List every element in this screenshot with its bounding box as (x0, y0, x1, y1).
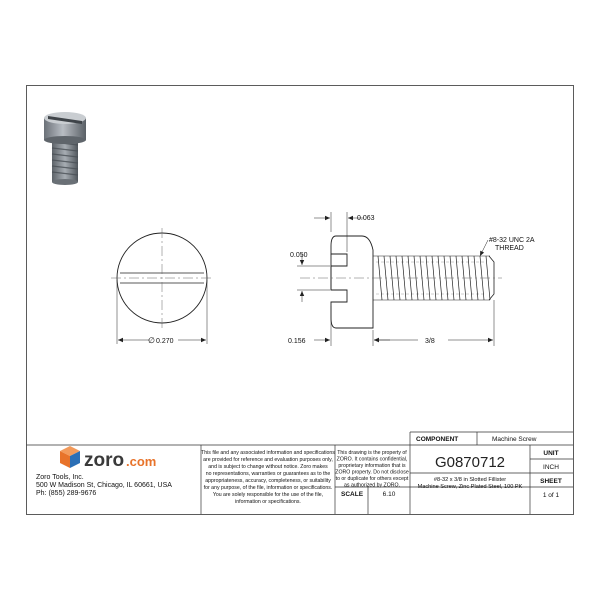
svg-text:ZORO property. Do not disclose: ZORO property. Do not disclose (335, 469, 409, 476)
svg-text:appropriateness, accuracy, com: appropriateness, accuracy, completeness, or suitability (205, 478, 331, 484)
company-address: 500 W Madison St, Chicago, IL 60661, USA (36, 482, 172, 489)
description-line1: #8-32 x 3/8 in Slotted Fillister (433, 477, 507, 483)
unit-value: INCH (543, 464, 559, 471)
slot-depth-dimension: 0.050 (290, 252, 308, 259)
part-number: G0870712 (434, 454, 506, 471)
svg-text:ZORO. It contains confidential: ZORO. It contains confidential, (336, 456, 408, 463)
svg-text:as authorized by ZORO.: as authorized by ZORO. (344, 482, 400, 489)
svg-text:You are solely responsible for: You are solely responsible for the use of the file, (212, 492, 324, 498)
component-label: COMPONENT (416, 436, 459, 443)
sheet-label: SHEET (540, 478, 562, 485)
component-value: Machine Screw (492, 436, 537, 443)
length-dimension: 3/8 (425, 338, 435, 345)
svg-text:no representations, warranties: no representations, warranties or guarantees as to the (205, 471, 331, 477)
svg-text:This drawing is the property o: This drawing is the property of (337, 450, 407, 456)
side-view (288, 212, 535, 346)
svg-text:to or duplicate for others exc: to or duplicate for others except (335, 476, 409, 482)
sheet-value: 1 of 1 (542, 492, 560, 499)
thread-callout-line1: #8-32 UNC 2A (489, 237, 535, 244)
company-phone: Ph: (855) 289-9676 (36, 490, 97, 497)
svg-text:and is subject to change witho: and is subject to change without notice. Zoro makes (208, 464, 328, 470)
head-height-dimension: 0.156 (288, 338, 306, 345)
description-line2: Machine Screw, Zinc Plated Steel, 100 PK (417, 484, 523, 490)
logo-suffix: .com (126, 454, 157, 469)
logo-text: zoro (84, 450, 125, 471)
company-name: Zoro Tools, Inc. (36, 474, 84, 481)
svg-text:for any purpose, of the file,: for any purpose, of the file, information or specifications. (203, 485, 333, 491)
svg-text:This file and any associated i: This file and any associated information and specifications (201, 450, 335, 456)
screw-head (331, 236, 373, 328)
head-width-dimension: 0.063 (357, 215, 375, 222)
disclaimer-2 (335, 450, 409, 489)
zoro-logo-icon (60, 446, 80, 468)
screw-3d-thumbnail (44, 112, 86, 185)
front-view (111, 228, 213, 345)
svg-text:are provided for reference and: are provided for reference and evaluation purposes only, (203, 457, 333, 463)
scale-label: SCALE (341, 491, 364, 498)
svg-text:information or specifications.: information or specifications. (235, 499, 301, 505)
thread-callout-line2: THREAD (495, 245, 524, 252)
disclaimer-1 (201, 450, 335, 505)
unit-label: UNIT (543, 450, 559, 457)
svg-text:proprietary information that i: proprietary information that is (338, 463, 406, 469)
scale-value: 6.10 (382, 491, 396, 498)
diameter-dimension: 0.270 (156, 338, 174, 345)
diameter-symbol: ∅ (148, 336, 155, 345)
